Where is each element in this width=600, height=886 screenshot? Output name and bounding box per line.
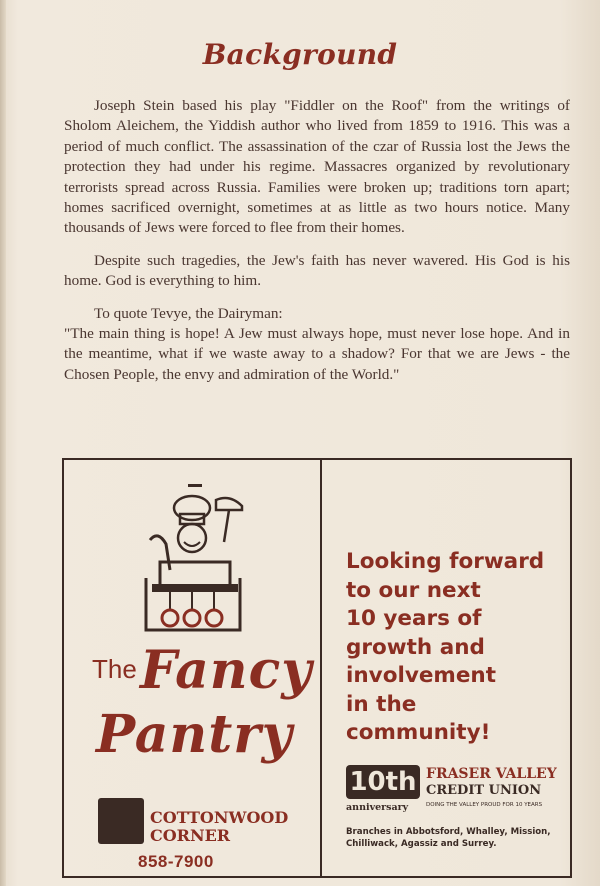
article-quote-intro: To quote Tevye, the Dairyman:	[94, 304, 283, 322]
slogan-line: in the community!	[346, 691, 491, 745]
page-binding-edge	[0, 0, 6, 886]
slogan-line: Looking forward	[346, 549, 545, 574]
credit-union-name-line2: CREDIT UNION	[426, 783, 542, 798]
fancy-pantry-the: The	[92, 654, 137, 684]
advertisement-divider	[320, 460, 322, 876]
store-phone: 858-7900	[138, 852, 214, 871]
cottonwood-logo-icon	[98, 798, 144, 844]
article-paragraph-2: Despite such tragedies, the Jew's faith has never wavered. His God is his home. God is everything to him.	[64, 251, 570, 290]
article-paragraph-1: Joseph Stein based his play "Fiddler on the Roof" from the writings of Sholom Aleichem, the Yiddish author who lived from 1859 to 1916. This was a period of much conflict. The assassination of the czar of Russia lost the Jews the protection they had under his regime. Massacres organized by revolutionary terrorists spread across Russia. Families were broken up; traditions torn apart; homes sacrificed overnight, sometimes at as little as two hours notice. Many thousands of Jews were forced to flee from their homes.	[64, 97, 570, 237]
credit-union-branches: Branches in Abbotsford, Whalley, Mission, Chilliwack, Agassiz and Surrey.	[346, 827, 551, 849]
page-title: Background	[202, 38, 398, 71]
anniversary-label: anniversary	[346, 802, 409, 813]
store-name-line1: COTTONWOOD	[150, 808, 289, 827]
credit-union-tagline: DOING THE VALLEY PROUD FOR 10 YEARS	[426, 802, 543, 808]
credit-union-slogan	[346, 548, 566, 748]
slogan-line: involvement	[346, 663, 496, 688]
store-name-line2: CORNER	[150, 826, 231, 845]
fancy-pantry-fancy: Fancy	[140, 640, 313, 701]
article-quote: "The main thing is hope! A Jew must always hope, must never lose hope. And in the meantime, what if we waste away to a shadow? For that we are Jews - the Chosen People, the envy and admiration of the World."	[64, 325, 570, 383]
slogan-line: 10 years of	[346, 606, 482, 631]
chef-illustration-icon	[130, 480, 260, 640]
slogan-line: growth and	[346, 634, 485, 660]
fancy-pantry-pantry: Pantry	[96, 704, 293, 765]
credit-union-name-line1: FRASER VALLEY	[426, 766, 557, 782]
article-body	[64, 96, 570, 397]
anniversary-badge: 10th	[346, 765, 420, 799]
slogan-line: to our next	[346, 577, 481, 603]
